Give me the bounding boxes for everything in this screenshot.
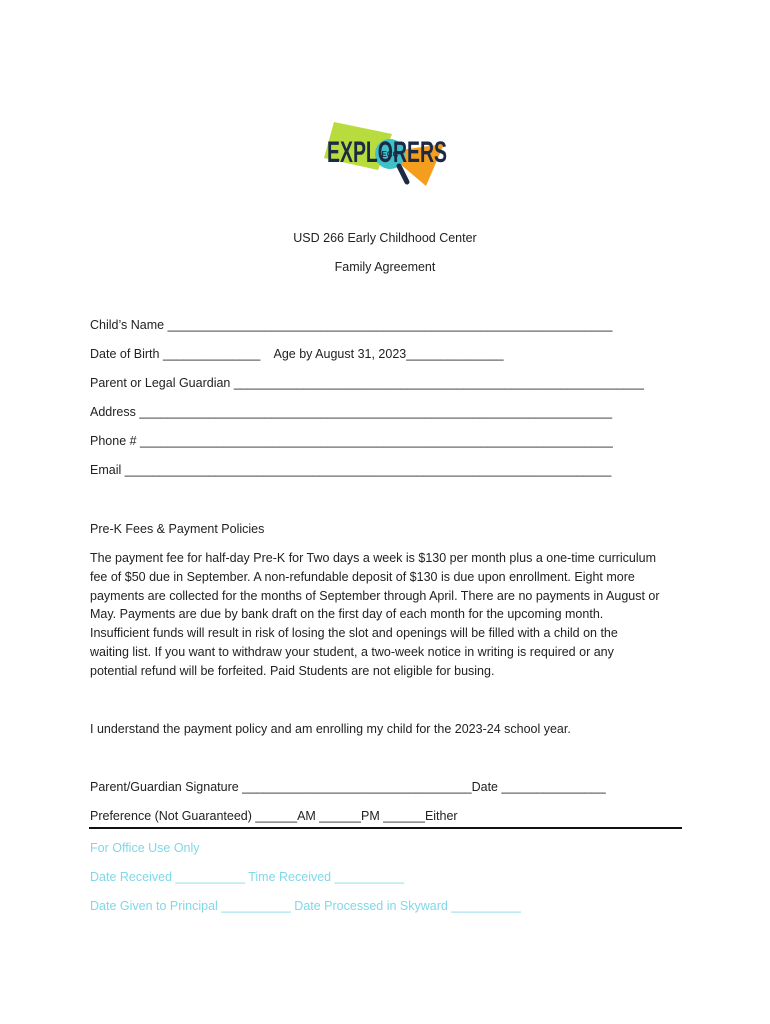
- section-divider: [89, 827, 682, 829]
- page-title: Family Agreement: [334, 260, 436, 274]
- preference-field[interactable]: Preference (Not Guaranteed) ______AM ______PM ______Either: [90, 809, 458, 823]
- fees-heading: Pre-K Fees & Payment Policies: [90, 522, 265, 536]
- office-received-line: Date Received __________ Time Received __________: [90, 870, 405, 884]
- fees-line: payments are collected for the months of September through April. There are no payments in August or: [90, 588, 660, 603]
- address-field[interactable]: Address ____________________________________________________________________: [90, 405, 613, 419]
- email-field[interactable]: Email ______________________________________________________________________: [90, 463, 612, 477]
- explorers-logo: [322, 118, 452, 190]
- office-processed-line: Date Given to Principal __________ Date Processed in Skyward __________: [90, 899, 521, 913]
- fees-line: May. Payments are due by bank draft on the first day of each month for the upcoming month.: [90, 607, 604, 622]
- parent-guardian-field[interactable]: Parent or Legal Guardian ___________________________________________________________: [90, 376, 645, 390]
- explorers-logo-graphic: [322, 118, 452, 190]
- logo-badge-text: ECC: [381, 150, 399, 159]
- fees-line: potential refund will be forfeited. Paid Students are not eligible for busing.: [90, 663, 495, 678]
- fees-line: waiting list. If you want to withdraw your student, a two-week notice in writing is required or any: [90, 644, 614, 659]
- date-of-birth-field[interactable]: Date of Birth ______________ Age by August 31, 2023______________: [90, 347, 504, 361]
- childs-name-field[interactable]: Child’s Name ________________________________________________________________: [90, 318, 613, 332]
- office-use-title: For Office Use Only: [90, 841, 200, 855]
- fees-line: Insufficient funds will result in risk of losing the slot and openings will be filled with a child on the: [90, 626, 618, 641]
- phone-field[interactable]: Phone # ____________________________________________________________________: [90, 434, 613, 448]
- signature-field[interactable]: Parent/Guardian Signature _________________________________Date _______________: [90, 780, 606, 794]
- fees-paragraph: [90, 549, 685, 681]
- fees-line: fee of $50 due in September. A non-refundable deposit of $130 is due upon enrollment. Eight more: [90, 569, 635, 584]
- acknowledgment-text: I understand the payment policy and am enrolling my child for the 2023-24 school year.: [90, 722, 571, 736]
- center-name: USD 266 Early Childhood Center: [293, 231, 477, 245]
- logo-wordmark: EXPLORERS: [327, 136, 447, 169]
- fees-line: The payment fee for half-day Pre-K for Two days a week is $130 per month plus a one-time curriculum: [90, 551, 657, 565]
